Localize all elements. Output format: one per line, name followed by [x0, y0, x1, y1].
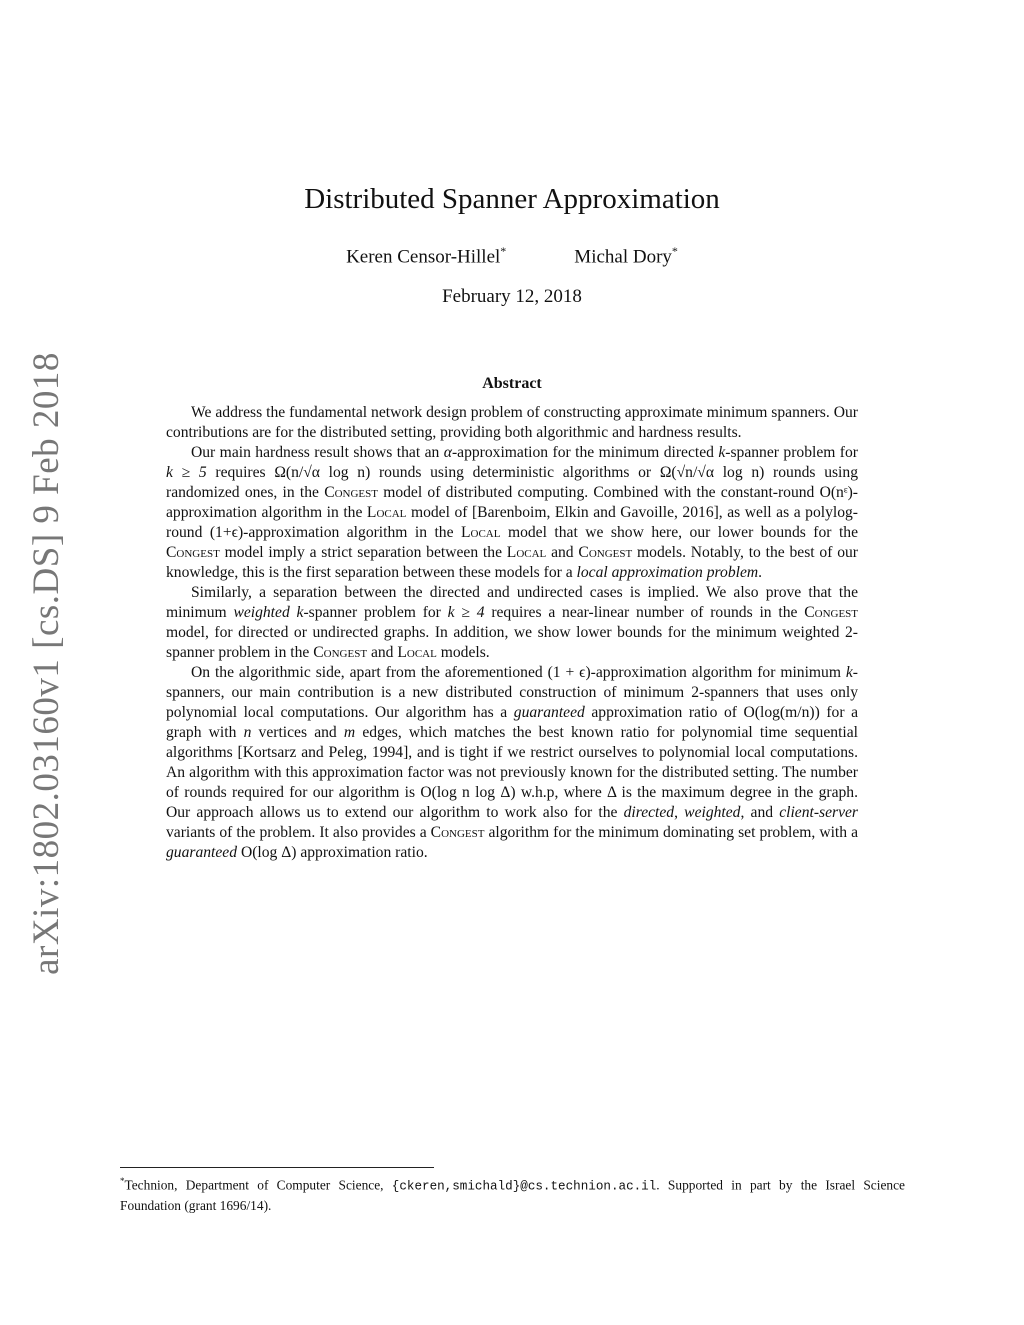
author-affiliation-mark: * — [671, 244, 678, 258]
abstract-body — [166, 403, 858, 863]
arxiv-identifier: arXiv:1802.03160v1 [cs.DS] 9 Feb 2018 — [25, 351, 67, 975]
author-list — [0, 244, 1024, 268]
author-emails: {ckeren,smichald}@cs.technion.ac.il — [391, 1179, 657, 1194]
footnote: *Technion, Department of Computer Science, {ckeren,smichald}@cs.technion.ac.il. Supported in part by the Israel Science Foundation (grant 1696/14). — [120, 1176, 905, 1214]
arxiv-stamp — [25, 351, 67, 975]
paper-title: Distributed Spanner Approximation — [304, 183, 720, 215]
author-affiliation-mark: * — [500, 244, 507, 258]
math-bound: Ω(n/√α log n) — [274, 464, 371, 481]
abstract-heading: Abstract — [482, 375, 542, 392]
author: Keren Censor-Hillel* — [346, 244, 507, 268]
author: Michal Dory* — [574, 244, 678, 268]
paper-date: February 12, 2018 — [442, 286, 582, 307]
abstract-paragraph: Our main hardness result shows that an α-approximation for the minimum directed k-spanner problem for k ≥ 5 requires Ω(n/√α log n) rounds using deterministic algorithms or Ω(√n/√α log n) rounds using randomized ones, in the Congest model of distributed computing. Combined with the constant-round O(nᵋ)-approximation algorithm in the Local model of [Barenboim, Elkin and Gavoille, 2016], as well as a polylog-round (1+ϵ)-approximation algorithm in the Local model that we show here, our lower bounds for the Congest model imply a strict separation between the Local and Congest models. Notably, to the best of our knowledge, this is the first separation between these models for a local approximation problem. — [166, 444, 859, 581]
math-bound: Ω(√n/√α log n) — [659, 464, 765, 481]
footnote-mark: * — [120, 1176, 125, 1186]
footnote-divider — [120, 1167, 434, 1168]
abstract-paragraph: On the algorithmic side, apart from the aforementioned (1 + ϵ)-approximation algorithm for minimum k-spanners, our main contribution is a new distributed construction of minimum 2-spanners that uses only polynomial local computations. Our algorithm has a guaranteed approximation ratio of O(log(m/n)) for a graph with n vertices and m edges, which matches the best known ratio for polynomial time sequential algorithms [Kortsarz and Peleg, 1994], and is tight if we restrict ourselves to polynomial local computations. An algorithm with this approximation factor was not previously known for the distributed setting. The number of rounds required for our algorithm is O(log n log Δ) w.h.p, where Δ is the maximum degree in the graph. Our approach allows us to extend our algorithm to work also for the directed, weighted, and client-server variants of the problem. It also provides a Congest algorithm for the minimum dominating set problem, with a guaranteed O(log Δ) approximation ratio. — [166, 664, 859, 861]
abstract-paragraph: Similarly, a separation between the directed and undirected cases is implied. We also prove that the minimum weighted k-spanner problem for k ≥ 4 requires a near-linear number of rounds in the Congest model, for directed or undirected graphs. In addition, we show lower bounds for the minimum weighted 2-spanner problem in the Congest and Local models. — [166, 584, 859, 661]
abstract-paragraph: We address the fundamental network design problem of constructing approximate minimum spanners. Our contributions are for the distributed setting, providing both algorithmic and hardness results. — [166, 404, 858, 441]
